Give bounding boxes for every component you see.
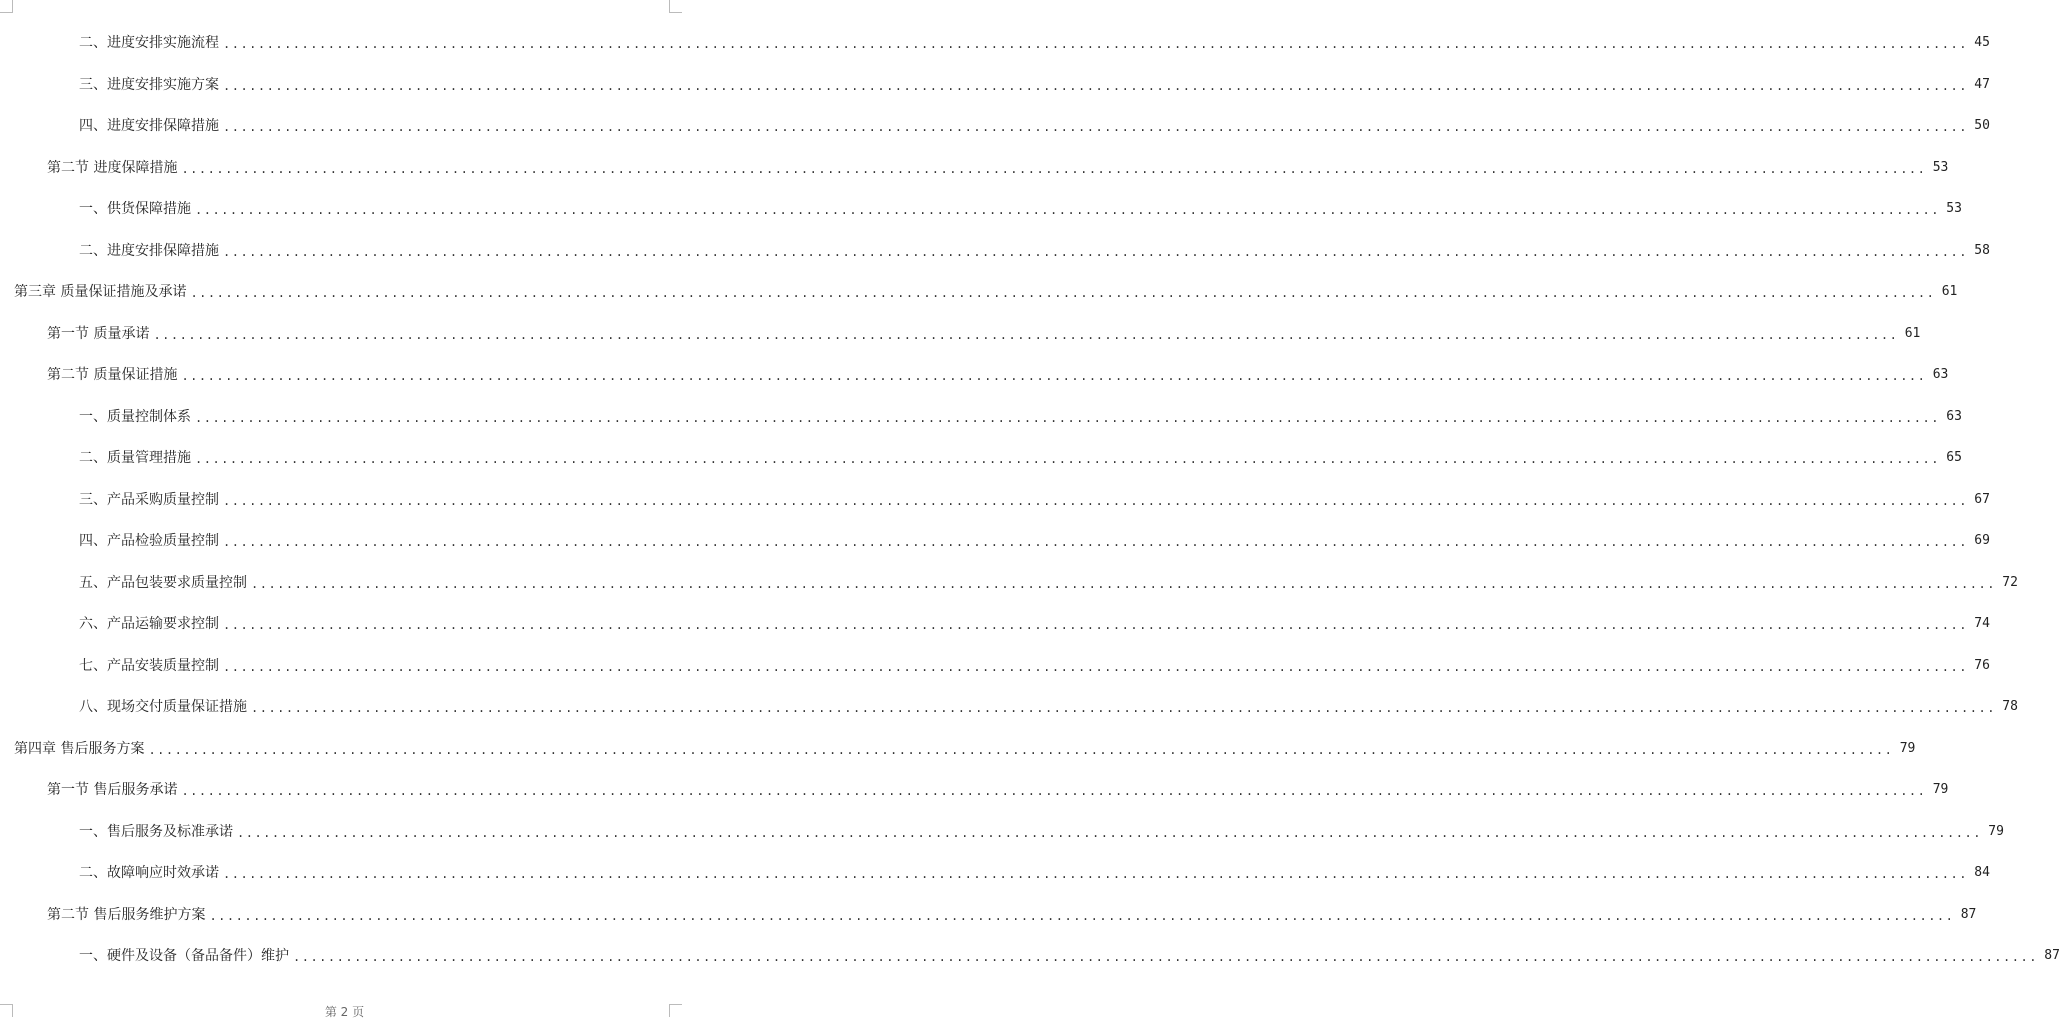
toc-dot-leader: ........................................................................................................................................................................................................ [251,577,1996,591]
toc-entry-title: 三、产品采购质量控制 [79,492,219,508]
toc-dot-leader: ........................................................................................................................................................................................................ [223,660,1968,674]
toc-entry-title: 第一节 售后服务承诺 [47,782,178,798]
toc-entry-title: 四、进度安排保障措施 [79,118,219,134]
toc-dot-leader: ........................................................................................................................................................................................................ [209,909,1955,923]
toc-entry-page-number: 74 [1974,616,1990,631]
toc-entry-page-number: 79 [1988,824,2004,839]
toc-entry-page-number: 61 [1941,284,1958,299]
toc-entry[interactable] [79,116,1990,136]
toc-entry[interactable] [79,490,1990,510]
toc-entry[interactable] [79,531,1990,551]
toc-entry-page-number: 67 [1974,492,1990,507]
toc-dot-leader: ........................................................................................................................................................................................................ [223,535,1968,549]
toc-entry[interactable] [79,241,1990,261]
toc-entry-title: 第一节 质量承诺 [47,326,150,342]
toc-dot-leader: ........................................................................................................................................................................................................ [223,120,1968,134]
toc-entry-title: 一、硬件及设备（备品备件）维护 [79,948,289,964]
toc-dot-leader: ........................................................................................................................................................................................................ [181,784,1927,798]
toc-dot-leader: ........................................................................................................................................................................................................ [223,37,1968,51]
toc-entry[interactable] [79,946,2060,966]
toc-dot-leader: ........................................................................................................................................................................................................ [223,494,1968,508]
toc-entry-title: 第三章 质量保证措施及承诺 [14,284,187,300]
toc-entry-title: 八、现场交付质量保证措施 [79,699,247,715]
toc-entry-title: 一、质量控制体系 [79,409,191,425]
toc-entry[interactable] [79,448,1962,468]
toc-entry-page-number: 78 [2002,699,2018,714]
toc-entry-page-number: 53 [1932,160,1949,175]
toc-entry-page-number: 53 [1946,201,1962,216]
toc-entry[interactable] [79,697,2018,717]
toc-entry[interactable] [47,158,1949,178]
toc-entry[interactable] [79,822,2004,842]
toc-entry[interactable] [47,780,1949,800]
toc-entry-title: 七、产品安装质量控制 [79,658,219,674]
toc-entry-page-number: 63 [1946,409,1962,424]
toc-entry[interactable] [79,573,2018,593]
toc-entry-page-number: 61 [1904,326,1921,341]
toc-entry-title: 五、产品包装要求质量控制 [79,575,247,591]
toc-dot-leader: ........................................................................................................................................................................................................ [190,286,1936,300]
toc-entry-page-number: 63 [1932,367,1949,382]
toc-entry-page-number: 84 [1974,865,1990,880]
toc-entry-title: 二、进度安排保障措施 [79,243,219,259]
toc-entry-title: 第二节 质量保证措施 [47,367,178,383]
toc-dot-leader: ........................................................................................................................................................................................................ [223,618,1968,632]
toc-entry[interactable] [14,282,1958,302]
toc-dot-leader: ........................................................................................................................................................................................................ [181,162,1927,176]
toc-entry-page-number: 58 [1974,243,1990,258]
toc-entry-title: 二、故障响应时效承诺 [79,865,219,881]
toc-entry-page-number: 87 [1960,907,1977,922]
toc-dot-leader: ........................................................................................................................................................................................................ [251,701,1996,715]
toc-entry[interactable] [47,905,1977,925]
toc-entry-page-number: 69 [1974,533,1990,548]
toc-entry-title: 第二节 进度保障措施 [47,160,178,176]
toc-entry-page-number: 50 [1974,118,1990,133]
toc-entry-title: 一、售后服务及标准承诺 [79,824,233,840]
toc-entry[interactable] [79,656,1990,676]
toc-entry-page-number: 45 [1974,35,1990,50]
toc-entry-title: 二、质量管理措施 [79,450,191,466]
toc-entry-page-number: 72 [2002,575,2018,590]
toc-entry[interactable] [79,614,1990,634]
toc-entry-title: 第四章 售后服务方案 [14,741,145,757]
toc-dot-leader: ........................................................................................................................................................................................................ [237,826,1982,840]
toc-entry[interactable] [79,407,1962,427]
page-footer: 第 2 页 [324,1005,365,1019]
toc-entry-page-number: 76 [1974,658,1990,673]
toc-dot-leader: ........................................................................................................................................................................................................ [223,867,1968,881]
page-corner-mark-top-left [0,0,13,13]
toc-dot-leader: ........................................................................................................................................................................................................ [195,452,1940,466]
toc-dot-leader: ........................................................................................................................................................................................................ [195,411,1940,425]
toc-entry-page-number: 79 [1932,782,1949,797]
toc-entry-title: 三、进度安排实施方案 [79,77,219,93]
page-corner-mark-top-right [669,0,682,13]
toc-dot-leader: ........................................................................................................................................................................................................ [293,950,2038,964]
toc-dot-leader: ........................................................................................................................................................................................................ [223,245,1968,259]
toc-dot-leader: ........................................................................................................................................................................................................ [195,203,1940,217]
toc-entry[interactable] [79,863,1990,883]
toc-entry-page-number: 47 [1974,77,1990,92]
toc-entry[interactable] [47,365,1949,385]
toc-entry-page-number: 79 [1899,741,1916,756]
toc-entry-title: 二、进度安排实施流程 [79,35,219,51]
toc-entry[interactable] [79,33,1990,53]
toc-entry[interactable] [79,199,1962,219]
toc-entry-title: 四、产品检验质量控制 [79,533,219,549]
toc-dot-leader: ........................................................................................................................................................................................................ [148,743,1894,757]
toc-entry-page-number: 87 [2044,948,2060,963]
toc-dot-leader: ........................................................................................................................................................................................................ [223,79,1968,93]
toc-entry-title: 第二节 售后服务维护方案 [47,907,206,923]
toc-dot-leader: ........................................................................................................................................................................................................ [181,369,1927,383]
toc-entry-title: 六、产品运输要求控制 [79,616,219,632]
toc-entry[interactable] [14,739,1916,759]
toc-dot-leader: ........................................................................................................................................................................................................ [153,328,1899,342]
toc-entry[interactable] [79,75,1990,95]
toc-entry-page-number: 65 [1946,450,1962,465]
toc-entry-title: 一、供货保障措施 [79,201,191,217]
toc-entry[interactable] [47,324,1921,344]
